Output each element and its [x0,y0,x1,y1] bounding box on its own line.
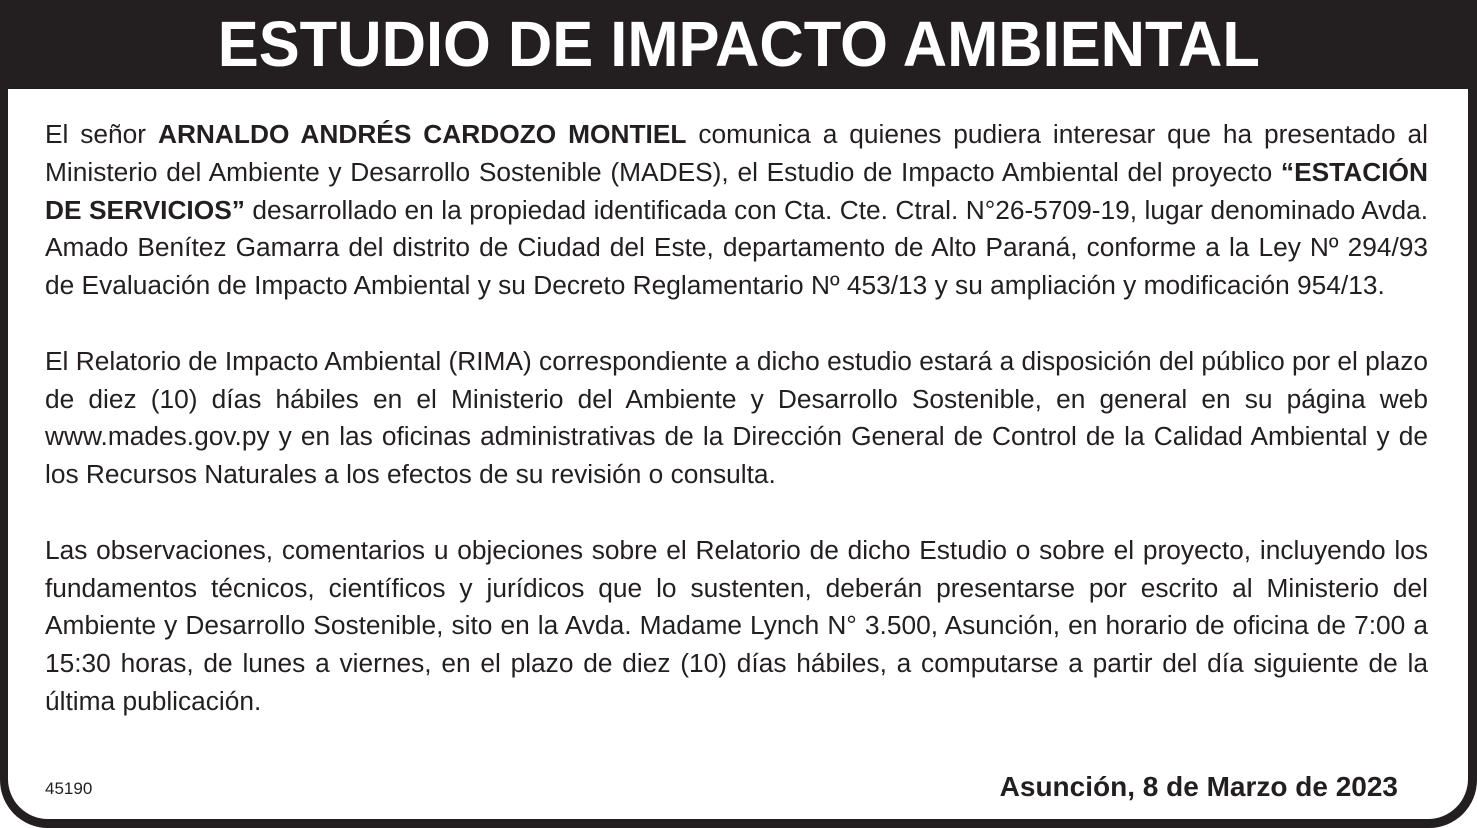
paragraph1-text-1: El señor [45,119,158,149]
place-date-signature: Asunción, 8 de Marzo de 2023 [999,771,1398,802]
project-name: “ESTACIÓN DE SERVICIOS” [45,156,1428,225]
ad-code: 45190 [45,779,93,798]
title-bar [0,0,1477,86]
notice-body [45,116,1428,759]
paragraph1-text-3: desarrollado en la propiedad identificada con Cta. Cte. Ctral. N°26-5709-19, lugar denominado Avda. Amado Benítez Gamarra del distrito de Ciudad del Este, departamento de Alto Paraná, conforme a la Ley Nº 294/93 de Evaluación de Impacto Ambiental y su Decreto Reglamentario Nº 453/13 y su ampliación y modificación 954/13. [45,194,1429,301]
notice-body-panel [8,89,1468,819]
paragraph-announcement [45,116,1428,305]
applicant-name: ARNALDO ANDRÉS CARDOZO MONTIEL [157,119,687,149]
paragraph1-text-2: comunica a quienes pudiera interesar que ha presentado al Ministerio del Ambiente y Desarrollo Sostenible (MADES), el Estudio de Impacto Ambiental del proyecto [45,119,1428,187]
paragraph-observations: Las observaciones, comentarios u objeciones sobre el Relatorio de dicho Estudio o sobre el proyecto, incluyendo los fundamentos técnicos, científicos y jurídicos que lo sustenten, deberán presentarse por escrito al Ministerio del Ambiente y Desarrollo Sostenible, sito en la Avda. Madame Lynch N° 3.500, Asunción, en horario de oficina de 7:00 a 15:30 horas, de lunes a viernes, en el plazo de diez (10) días hábiles, a computarse a partir del día siguiente de la última publicación. [45,534,1428,716]
paragraph-rima: El Relatorio de Impacto Ambiental (RIMA) correspondiente a dicho estudio estará a disposición del público por el plazo de diez (10) días hábiles en el Ministerio del Ambiente y Desarrollo Sostenible, en general en su página web www.mades.gov.py y en las oficinas administrativas de la Dirección General de Control de la Calidad Ambiental y de los Recursos Naturales a los efectos de su revisión o consulta. [45,345,1428,490]
notice-title: ESTUDIO DE IMPACTO AMBIENTAL [217,8,1260,80]
